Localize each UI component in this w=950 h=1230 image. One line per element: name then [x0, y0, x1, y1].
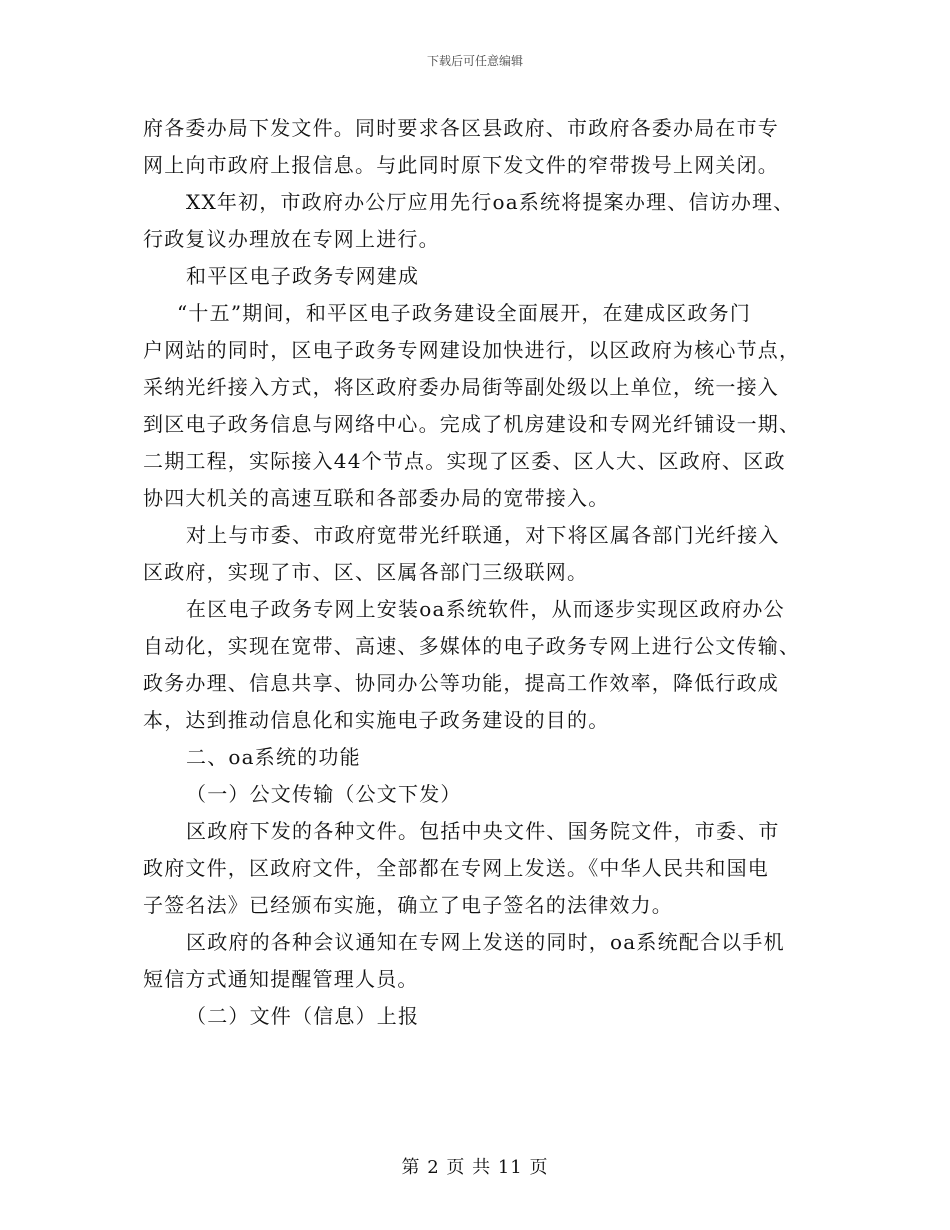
document-body	[143, 110, 808, 1035]
paragraph-line: 政府文件，区政府文件，全部都在专网上发送。《中华人民共和国电	[143, 856, 769, 880]
paragraph-line: 二期工程，实际接入44个节点。实现了区委、区人大、区政府、区政	[143, 449, 786, 473]
paragraph-line: 区政府，实现了市、区、区属各部门三级联网。	[143, 560, 589, 584]
paragraph-line: 对上与市委、市政府宽带光纤联通，对下将区属各部门光纤接入	[186, 523, 780, 547]
paragraph-line: 自动化，实现在宽带、高速、多媒体的电子政务专网上进行公文传输、	[143, 634, 801, 658]
paragraph-line: 本，达到推动信息化和实施电子政务建设的目的。	[143, 708, 610, 732]
paragraph-line: 府各委办局下发文件。同时要求各区县政府、市政府各委办局在市专	[143, 116, 779, 140]
paragraph-line: 政务办理、信息共享、协同办公等功能，提高工作效率，降低行政成	[143, 671, 779, 695]
paragraph-line: 短信方式通知提醒管理人员。	[143, 967, 419, 991]
paragraph-line: 在区电子政务专网上安装oa系统软件，从而逐步实现区政府办公	[186, 597, 785, 621]
paragraph-line: “十五”期间，和平区电子政务建设全面展开，在建成区政务门	[177, 301, 752, 325]
paragraph-line: 采纳光纤接入方式，将区政府委办局街等副处级以上单位，统一接入	[143, 375, 779, 399]
paragraph-line: 区政府下发的各种文件。包括中央文件、国务院文件，市委、市	[186, 819, 780, 843]
paragraph-line: 协四大机关的高速互联和各部委办局的宽带接入。	[143, 486, 610, 510]
paragraph-line: 户网站的同时，区电子政务专网建设加快进行，以区政府为核心节点，	[143, 338, 801, 362]
subsection-heading: （一）公文传输（公文下发）	[186, 782, 462, 806]
paragraph-line: 子签名法》已经颁布实施，确立了电子签名的法律效力。	[143, 893, 673, 917]
paragraph-line: 区政府的各种会议通知在专网上发送的同时，oa系统配合以手机	[186, 930, 785, 954]
page-number: 第 2 页 共 11 页	[401, 1157, 549, 1178]
section-heading: 和平区电子政务专网建成	[186, 264, 420, 288]
subsection-heading: （二）文件（信息）上报	[186, 1004, 420, 1028]
paragraph-line: 网上向市政府上报信息。与此同时原下发文件的窄带拨号上网关闭。	[143, 153, 779, 177]
paragraph-line: 到区电子政务信息与网络中心。完成了机房建设和专网光纤铺设一期、	[143, 412, 801, 436]
paragraph-line: 行政复议办理放在专网上进行。	[143, 227, 440, 251]
paragraph-line: XX年初，市政府办公厅应用先行oa系统将提案办理、信访办理、	[186, 190, 795, 214]
page-header-note: 下载后可任意编辑	[426, 54, 523, 68]
section-heading: 二、oa系统的功能	[186, 745, 361, 769]
